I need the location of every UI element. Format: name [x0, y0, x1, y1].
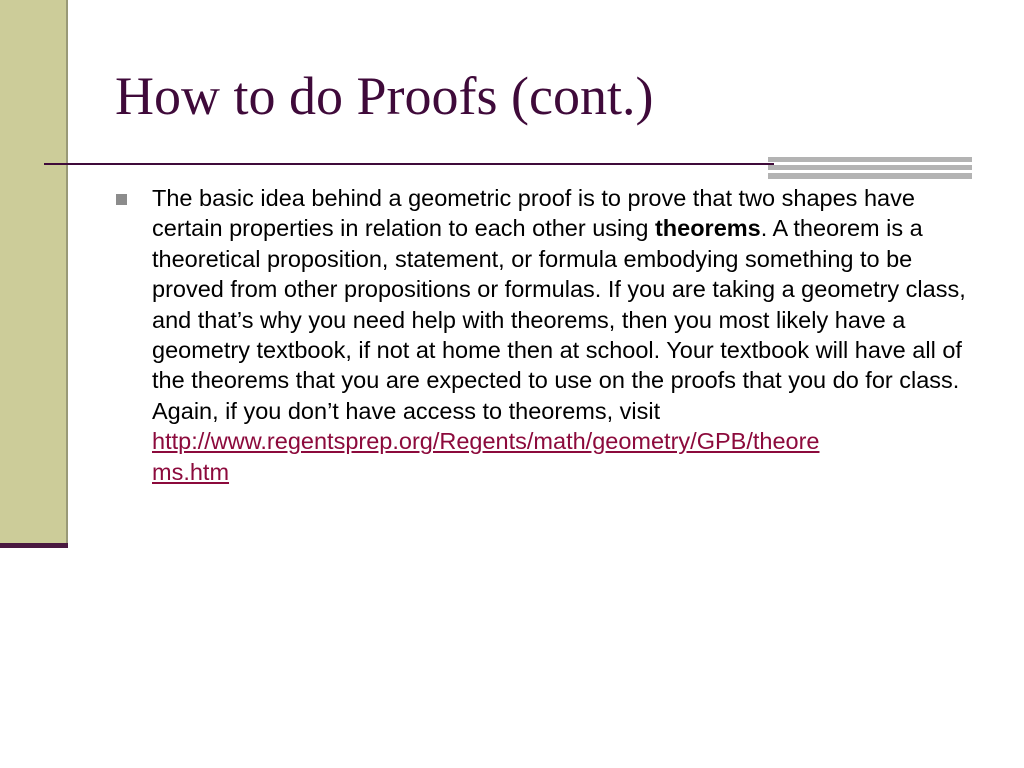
- stripe: [768, 165, 972, 170]
- decorative-stripes: [768, 157, 972, 179]
- link-text-line1[interactable]: http://www.regentsprep.org/Regents/math/geometry/GPB/theore: [152, 428, 820, 455]
- title-divider: [44, 163, 774, 165]
- bullet-paragraph: [152, 183, 972, 487]
- left-decorative-bar: [0, 0, 68, 545]
- slide-title: How to do Proofs (cont.): [115, 66, 654, 126]
- link-text-line2[interactable]: ms.htm: [152, 458, 230, 485]
- square-bullet-icon: [116, 194, 127, 205]
- bullet-text-start: The basic idea behind a geometric proof is to prove that two shapes have certain properties in relation to each other using: [152, 185, 915, 242]
- stripe: [768, 157, 972, 162]
- bullet-text-rest: . A theorem is a theoretical proposition, statement, or formula embodying something to be proved from other propositions or formulas. If you are taking a geometry class, and that’s why you need help with theorems, then you most likely have a geometry textbook, if not at home then at school. Your textbook will have all of the theorems that you are expected to use on the proofs that you do for class. Again, if you don’t have access to theorems, visit: [152, 215, 966, 424]
- bold-term-theorems: theorems: [654, 215, 761, 242]
- left-bar-base-line: [0, 543, 68, 548]
- stripe: [768, 173, 972, 179]
- theorems-link[interactable]: [152, 428, 819, 484]
